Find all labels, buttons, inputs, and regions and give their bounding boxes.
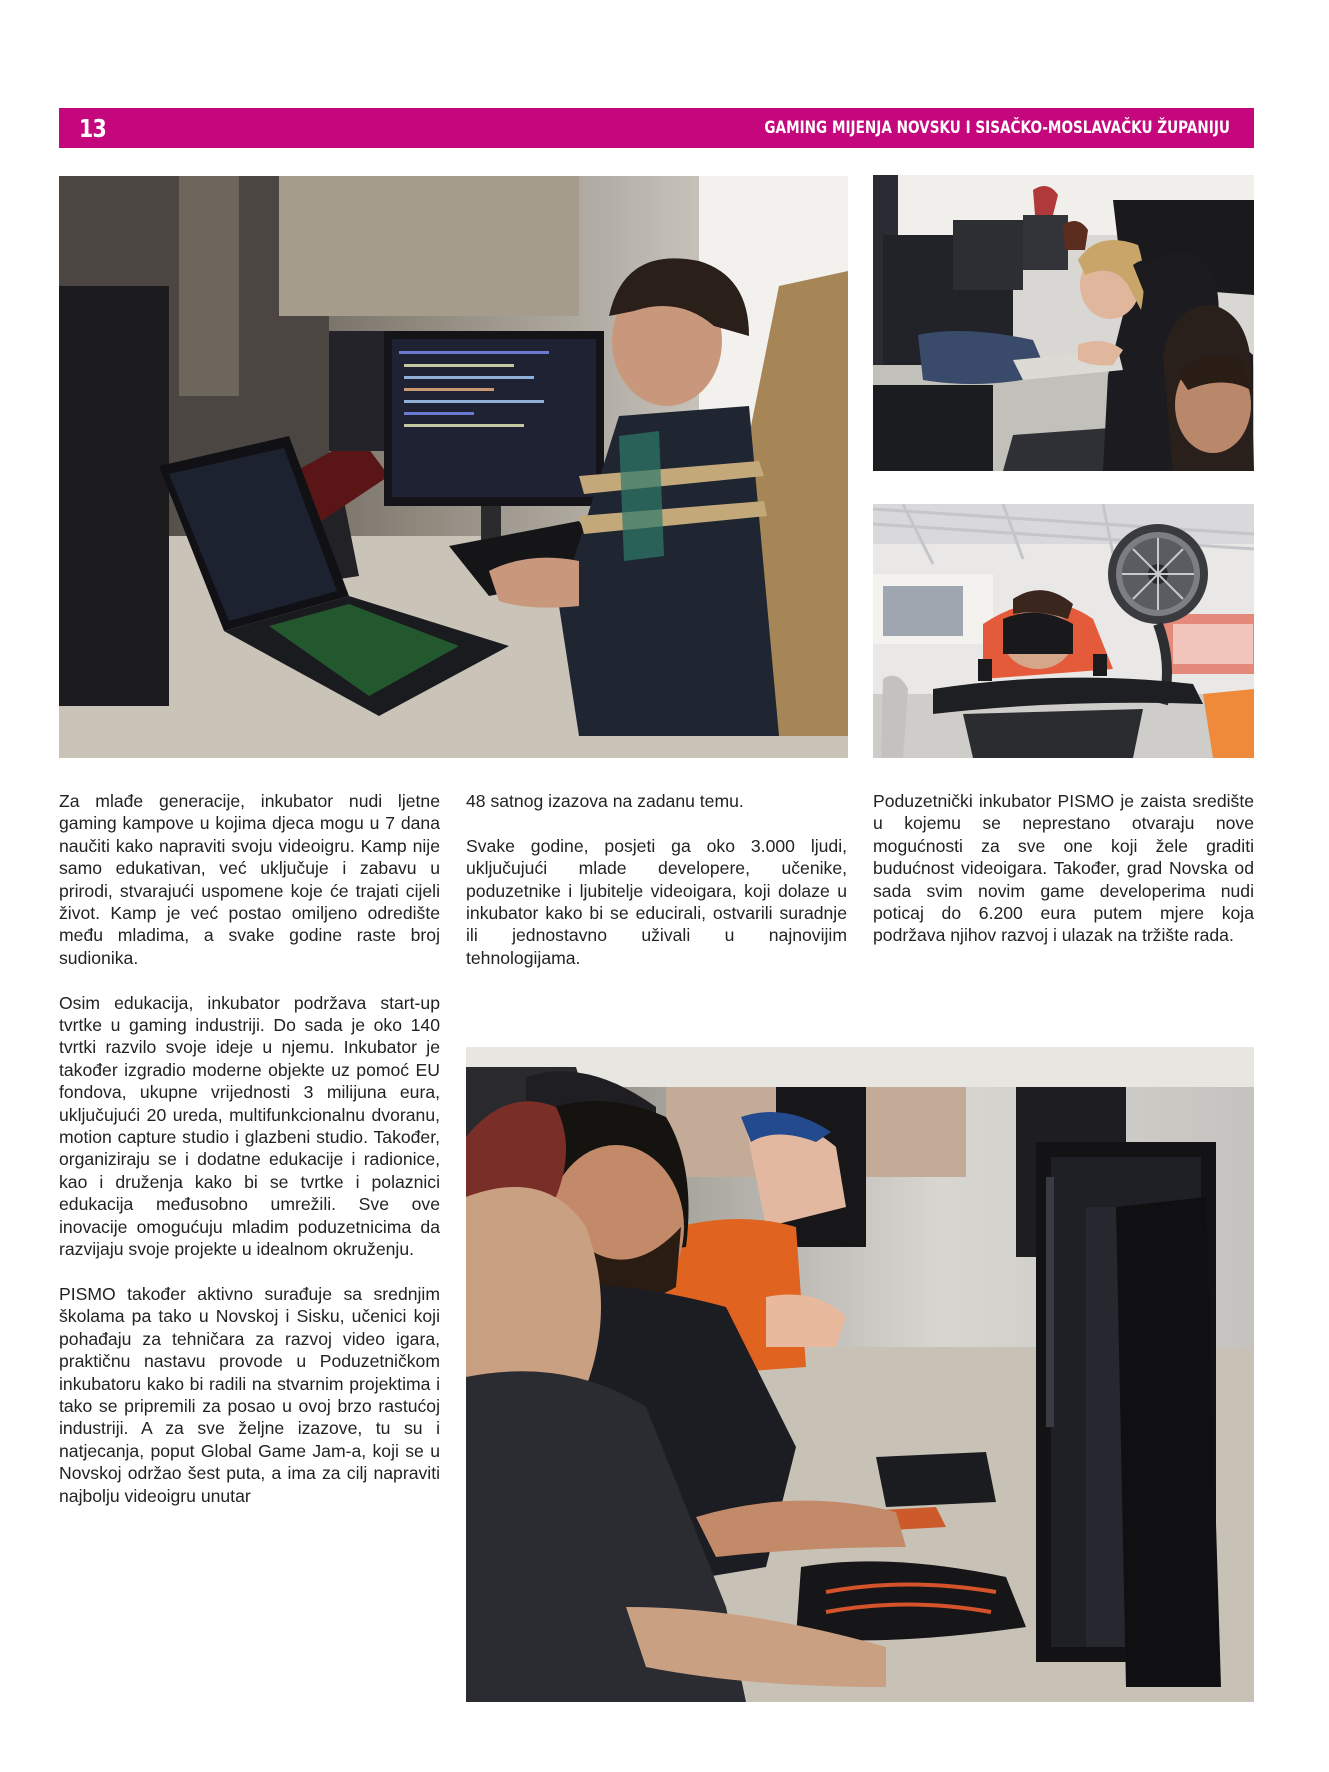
photo-computer-lab-headphones <box>873 175 1254 471</box>
header-bar <box>59 108 1254 148</box>
photo-developer-coding <box>59 176 848 758</box>
photo-students-gaming-pcs <box>466 1047 1254 1702</box>
text-column-2 <box>466 790 847 969</box>
page-number: 13 <box>79 113 106 143</box>
paragraph: Za mlađe generacije, inkubator nudi ljetne gaming kampove u kojima djeca mogu u 7 dana naučiti kako napraviti svoju videoigru. Kamp nije samo edukativan, već uključuje i zabavu u prirodi, stvarajući uspomene koje će trajati cijeli život. Kamp je već postao omiljeno odredište među mladima, a svake godine raste broj sudionika. <box>59 791 440 968</box>
paragraph: 48 satnog izazova na zadanu temu. <box>466 791 744 811</box>
paragraph: Osim edukacija, inkubator podržava start-up tvrtke u gaming industriji. Do sada je oko 140 tvrtki razvilo svoje ideje u njemu. Inkubator je također izgradio moderne objekte uz pomoć EU fondova, ukupne vrijednosti 3 milijuna eura, uključujući 20 ureda, multifunkcionalnu dvoranu, motion capture studio i glazbeni studio. Također, organiziraju se i dodatne edukacije i radionice, kao i druženja kako bi se tvrtke i polaznici edukacija međusobno umrežili. Sve ove inovacije omogućuju mladim poduzetnicima da razvijaju svoje projekte u idealnom okruženju. <box>59 992 440 1260</box>
photo-vr-flight-simulator <box>873 504 1254 758</box>
running-title: GAMING MIJENJA NOVSKU I SISAČKO-MOSLAVAČKU ŽUPANIJU <box>764 118 1230 138</box>
text-column-3 <box>873 790 1254 947</box>
text-column-1 <box>59 790 440 1507</box>
paragraph: Poduzetnički inkubator PISMO je zaista središte u kojemu se neprestano otvaraju nove mogućnosti za sve one koji žele graditi budućnost videoigara. Također, grad Novska od sada svim novim game developerima nudi poticaj do 6.200 eura putem mjere koja podržava njihov razvoj i ulazak na tržište rada. <box>873 791 1254 946</box>
paragraph: PISMO također aktivno surađuje sa srednjim školama pa tako u Novskoj i Sisku, učenici koji pohađaju za tehničara za razvoj video igara, praktičnu nastavu provode u Poduzetničkom inkubatoru kako bi radili na stvarnim projektima i tako se pripremili za posao u ovoj brzo rastućoj industriji. A za sve željne izazove, tu su i natjecanja, poput Global Game Jam-a, koji se u Novskoj održao šest puta, a ima za cilj napraviti najbolju videoigru unutar <box>59 1283 440 1506</box>
paragraph: Svake godine, posjeti ga oko 3.000 ljudi, uključujući mlade developere, učenike, poduzetnike i ljubitelje videoigara, koji dolaze u inkubator kako bi se educirali, ostvarili suradnje ili jednostavno uživali u najnovijim tehnologijama. <box>466 835 847 968</box>
